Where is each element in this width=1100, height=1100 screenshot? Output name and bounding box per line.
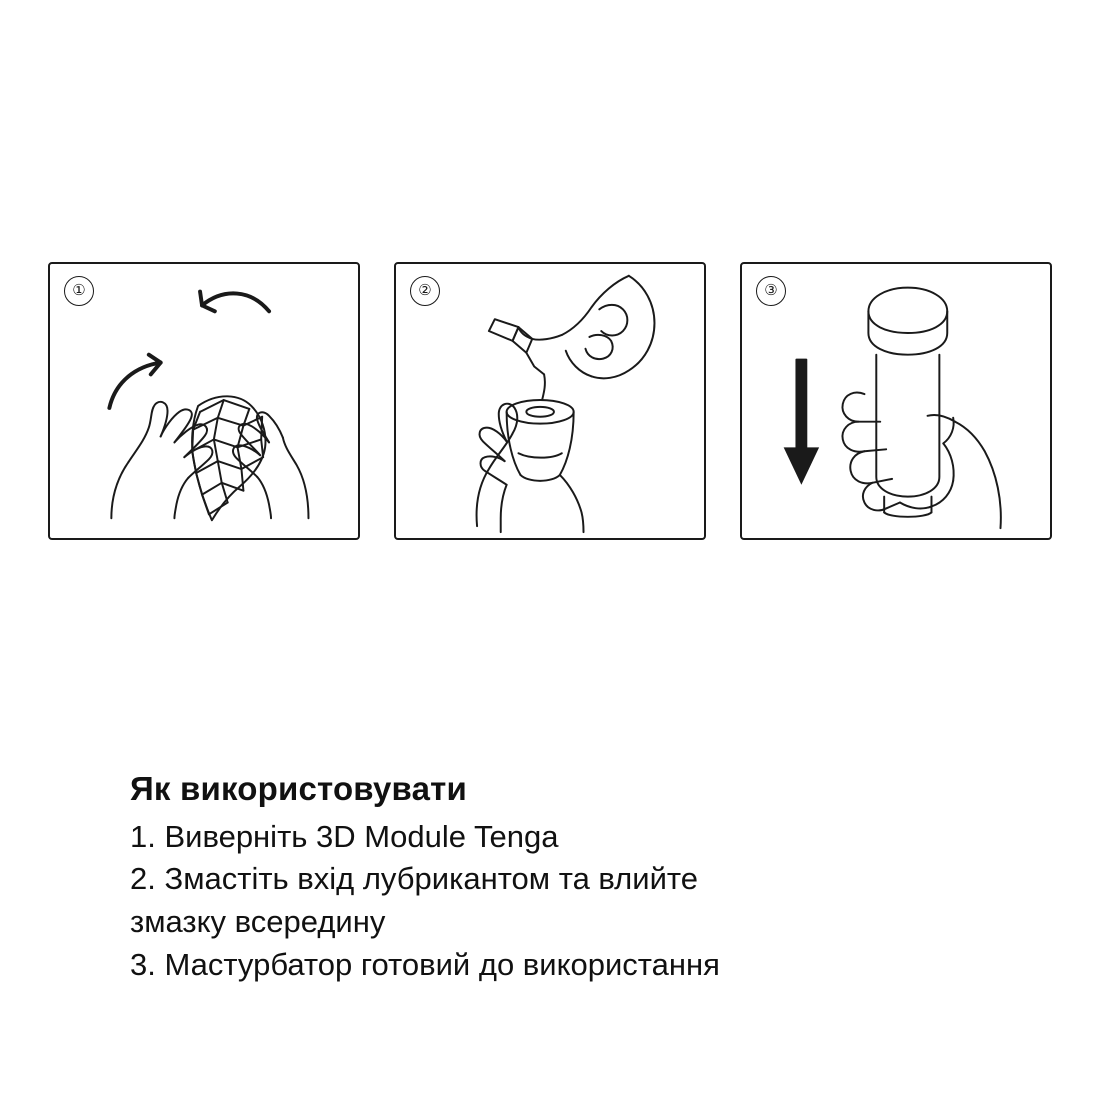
step-number-3: ③ [756, 276, 786, 306]
step-panel-1 [48, 262, 360, 540]
step-2-illustration [396, 264, 704, 538]
step-number-1: ① [64, 276, 94, 306]
step-3-illustration [742, 264, 1050, 538]
step-panel-2 [394, 262, 706, 540]
step-panel-3 [740, 262, 1052, 540]
caption-line-1: 1. Виверніть 3D Module Tenga [130, 818, 559, 854]
step-number-2: ② [410, 276, 440, 306]
caption-line-4: 3. Мастурбатор готовий до використання [130, 946, 720, 982]
caption-block [130, 768, 1010, 987]
caption-line-2: 2. Змастіть вхід лубрикантом та влийте [130, 861, 698, 897]
caption-title: Як використовувати [130, 770, 467, 807]
step-1-illustration [50, 264, 358, 538]
steps-row [48, 262, 1052, 540]
caption-line-3: змазку всередину [130, 904, 386, 940]
